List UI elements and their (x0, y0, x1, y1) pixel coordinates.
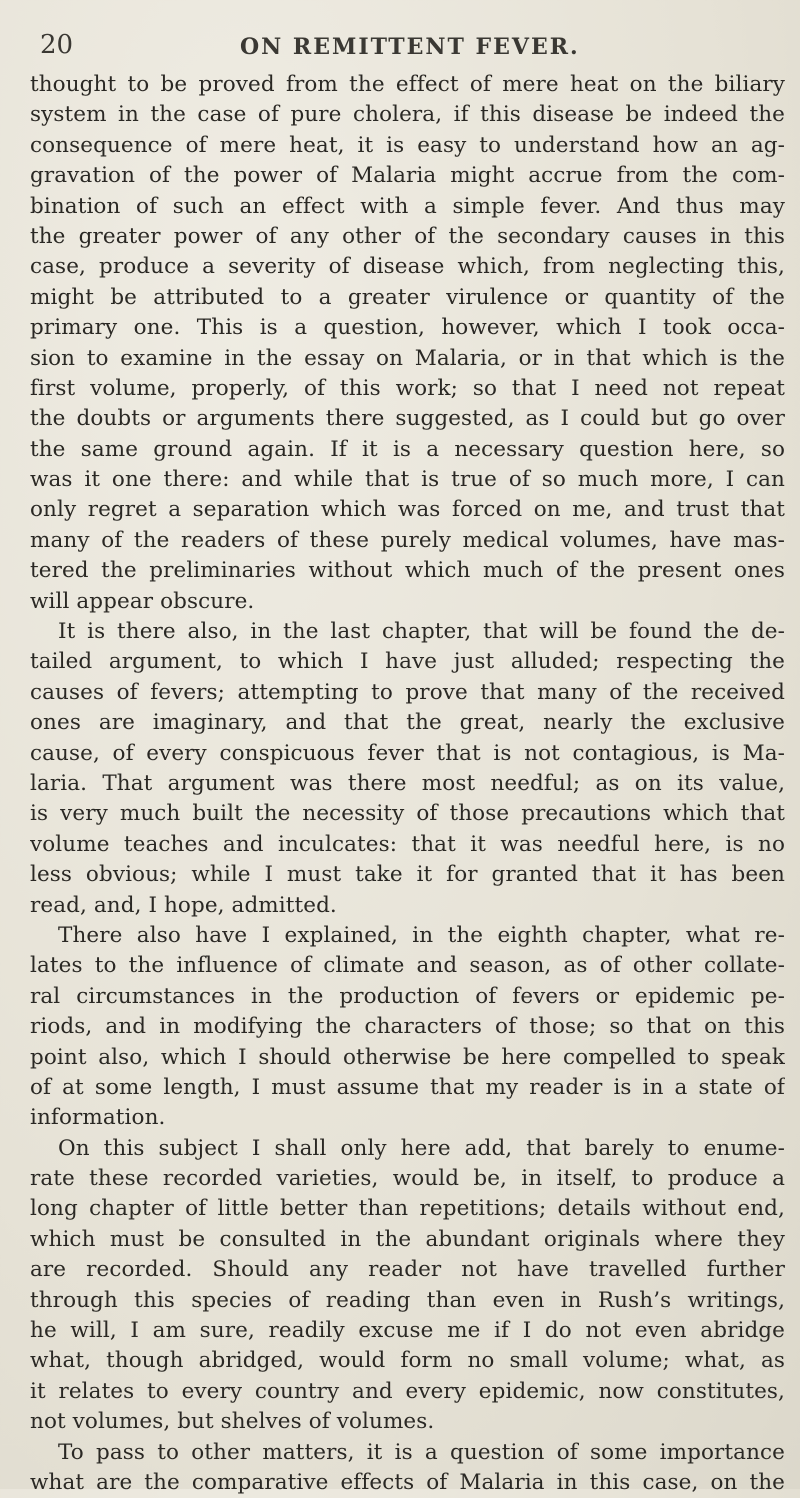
text-line: the same ground again. If it is a necessary question here, so (30, 436, 785, 462)
text-line: only regret a separation which was forced on me, and trust that (30, 497, 785, 523)
text-line: the doubts or arguments there suggested, as I could but go over (30, 406, 785, 432)
text-line: gravation of the power of Malaria might accrue from the com- (30, 163, 785, 189)
text-line: it relates to every country and every epidemic, now constitutes, (30, 1378, 785, 1404)
text-line: case, produce a severity of disease which, from neglecting this, (30, 254, 785, 280)
text-line: what are the comparative effects of Malaria in this case, on the (30, 1469, 785, 1495)
text-line: laria. That argument was there most needful; as on its value, (30, 770, 785, 796)
text-line: It is there also, in the last chapter, that will be found the de- (58, 619, 785, 645)
text-line: he will, I am sure, readily excuse me if I do not even abridge (30, 1318, 785, 1344)
text-line: sion to examine in the essay on Malaria, or in that which is the (30, 345, 785, 371)
text-line: tered the preliminaries without which much of the present ones (30, 558, 785, 584)
text-line: To pass to other matters, it is a question of some importance (58, 1439, 785, 1465)
text-line: might be attributed to a greater virulence or quantity of the (30, 284, 785, 310)
text-line: was it one there: and while that is true of so much more, I can (30, 467, 785, 493)
text-line: is very much built the necessity of those precautions which that (30, 801, 785, 827)
text-line: thought to be proved from the effect of mere heat on the biliary (30, 72, 785, 97)
text-line: not volumes, but shelves of volumes. (30, 1409, 435, 1435)
text-line: the greater power of any other of the secondary causes in this (30, 223, 785, 249)
text-line: tailed argument, to which I have just alluded; respecting the (30, 649, 785, 675)
text-line: are recorded. Should any reader not have travelled further (30, 1257, 785, 1283)
text-line: There also have I explained, in the eighth chapter, what re- (58, 922, 785, 948)
text-line: many of the readers of these purely medical volumes, have mas- (30, 527, 785, 553)
text-line: of at some length, I must assume that my reader is in a state of (30, 1074, 785, 1100)
text-line: information. (30, 1105, 166, 1131)
text-line: consequence of mere heat, it is easy to understand how an ag- (30, 132, 785, 158)
text-line: system in the case of pure cholera, if this disease be indeed the (30, 102, 785, 128)
text-line: less obvious; while I must take it for granted that it has been (30, 862, 785, 888)
body-text (30, 70, 785, 1498)
text-line: causes of fevers; attempting to prove that many of the received (30, 679, 785, 705)
text-line: lates to the influence of climate and season, as of other collate- (30, 953, 785, 979)
text-line: ones are imaginary, and that the great, nearly the exclusive (30, 710, 785, 736)
page-number: 20 (40, 30, 74, 60)
running-title: ON REMITTENT FEVER. (240, 34, 580, 60)
text-line: volume teaches and inculcates: that it was needful here, is no (30, 831, 785, 857)
text-line: long chapter of little better than repetitions; details without end, (30, 1196, 785, 1222)
text-line: first volume, properly, of this work; so that I need not repeat (30, 375, 785, 401)
text-line: point also, which I should otherwise be here compelled to speak (30, 1044, 785, 1070)
text-line: what, though abridged, would form no small volume; what, as (30, 1348, 785, 1374)
text-line: On this subject I shall only here add, that barely to enume- (58, 1135, 785, 1161)
text-line: will appear obscure. (30, 588, 255, 614)
text-line: read, and, I hope, admitted. (30, 892, 337, 918)
text-line: primary one. This is a question, however, which I took occa- (30, 315, 785, 341)
text-line: bination of such an effect with a simple fever. And thus may (30, 193, 785, 219)
text-line: which must be consulted in the abundant originals where they (30, 1226, 785, 1252)
text-line: cause, of every conspicuous fever that is not contagious, is Ma- (30, 740, 785, 766)
text-line: riods, and in modifying the characters of those; so that on this (30, 1014, 785, 1040)
text-line: ral circumstances in the production of fevers or epidemic pe- (30, 983, 785, 1009)
text-line: rate these recorded varieties, would be, in itself, to produce a (30, 1166, 785, 1192)
text-line: through this species of reading than even in Rush’s writings, (30, 1287, 785, 1313)
